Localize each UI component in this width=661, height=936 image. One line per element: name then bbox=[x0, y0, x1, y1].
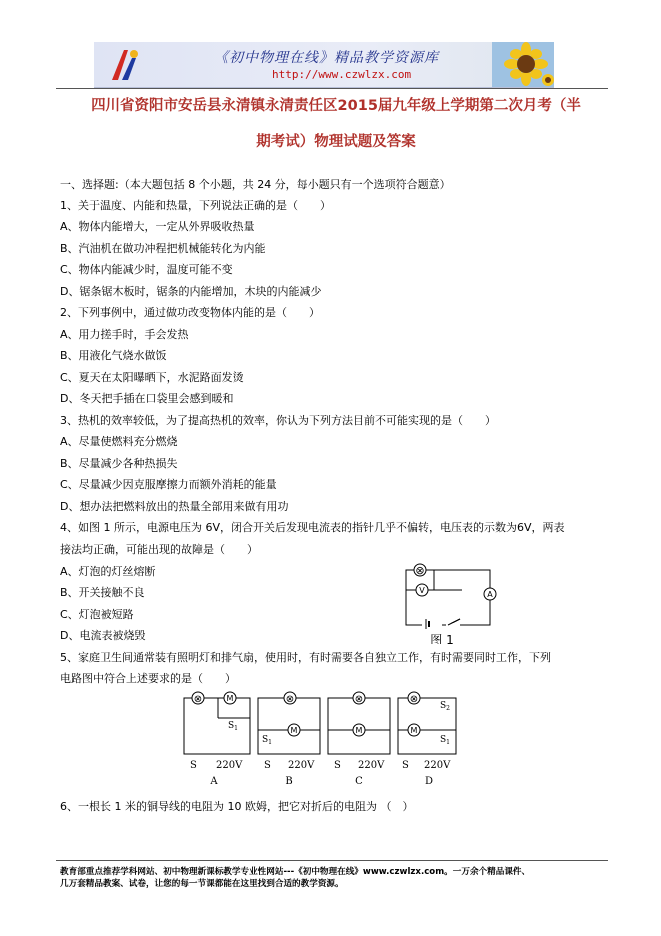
footer-rule bbox=[56, 860, 608, 861]
fig5a-voltage: 220V bbox=[216, 760, 243, 771]
fig5a-lamp-symbol: ⊗ bbox=[193, 694, 203, 705]
question-3: 3、热机的效率较低，为了提高热机的效率，你认为下列方法目前不可能实现的是（ ） bbox=[60, 414, 496, 427]
fig5c-motor-label: M bbox=[355, 726, 363, 735]
question-5-cont: 电路图中符合上述要求的是（ ） bbox=[60, 672, 236, 685]
question-2: 2、下列事例中，通过做功改变物体内能的是（ ） bbox=[60, 306, 320, 319]
q1-option-c: C、物体内能减少时，温度可能不变 bbox=[60, 263, 233, 276]
fig5d-s1: $S_1$ bbox=[440, 735, 450, 746]
q2-option-c: C、夏天在太阳曝晒下，水泥路面发烫 bbox=[60, 371, 244, 384]
q1-option-b: B、汽油机在做功冲程把机械能转化为内能 bbox=[60, 242, 266, 255]
fig5-label-a: A bbox=[210, 776, 218, 787]
page-title-line2: 期考试）物理试题及答案 bbox=[256, 134, 416, 150]
fig5c-lamp-symbol: ⊗ bbox=[354, 694, 364, 705]
question-1: 1、关于温度、内能和热量，下列说法正确的是（ ） bbox=[60, 199, 331, 212]
q4-option-b: B、开关接触不良 bbox=[60, 586, 145, 599]
fig5b-motor-label: M bbox=[290, 726, 298, 735]
footer-line1: 教育部重点推荐学科网站、初中物理新课标教学专业性网站---《初中物理在线》www.czwlzx.com。一万余个精品课件、 bbox=[60, 867, 531, 877]
question-5: 5、家庭卫生间通常装有照明灯和排气扇，使用时，有时需要各自独立工作，有时需要同时工作，下列 bbox=[60, 651, 551, 664]
fig1-gap bbox=[422, 622, 442, 628]
figure-1-circuit bbox=[402, 562, 498, 644]
question-4: 4、如图 1 所示，电源电压为 6V，闭合开关后发现电流表的指针几乎不偏转，电压表的示数为6V，两表 bbox=[60, 521, 565, 534]
q3-option-a: A、尽量使燃料充分燃烧 bbox=[60, 435, 178, 448]
header-rule bbox=[56, 88, 608, 89]
fig1-voltmeter-label: V bbox=[419, 586, 425, 595]
fig5d-supply-switch: S bbox=[402, 760, 409, 771]
fig5c-supply-switch: S bbox=[334, 760, 341, 771]
site-logo bbox=[104, 46, 144, 84]
fig5b-voltage: 220V bbox=[288, 760, 315, 771]
fig5b-s1: $S_1$ bbox=[262, 735, 272, 746]
q2-option-b: B、用液化气烧水做饭 bbox=[60, 349, 167, 362]
fig5-label-c: C bbox=[355, 776, 363, 787]
fig5d-motor-label: M bbox=[410, 726, 418, 735]
q4-option-c: C、灯泡被短路 bbox=[60, 608, 134, 621]
question-4-cont: 接法均正确，可能出现的故障是（ ） bbox=[60, 543, 258, 556]
fig5a-s1: $S_1$ bbox=[228, 721, 238, 732]
question-6: 6、一根长 1 米的铜导线的电阻为 10 欧姆，把它对折后的电阻为 （ ） bbox=[60, 800, 414, 813]
header-banner bbox=[94, 42, 554, 88]
fig5c-voltage: 220V bbox=[358, 760, 385, 771]
fig1-caption: 图 1 bbox=[430, 633, 454, 644]
q3-option-c: C、尽量减少因克服摩擦力而额外消耗的能量 bbox=[60, 478, 277, 491]
fig5-label-d: D bbox=[424, 776, 434, 787]
fig5d-lamp-symbol: ⊗ bbox=[409, 694, 419, 705]
fig5-label-b: B bbox=[285, 776, 293, 787]
q3-option-b: B、尽量减少各种热损失 bbox=[60, 457, 178, 470]
fig5b-lamp-symbol: ⊗ bbox=[285, 694, 295, 705]
figure-5-circuits bbox=[178, 688, 458, 788]
q1-option-a: A、物体内能增大，一定从外界吸收热量 bbox=[60, 220, 255, 233]
fig1-ammeter-label: A bbox=[487, 590, 493, 599]
q4-option-a: A、灯泡的灯丝熔断 bbox=[60, 565, 156, 578]
footer-line2: 几万套精品教案、试卷，让您的每一节课都能在这里找到合适的教学资源。 bbox=[60, 879, 344, 889]
fig1-lamp-symbol: ⊗ bbox=[415, 564, 425, 577]
page-title-line1: 四川省资阳市安岳县永清镇永清责任区2015届九年级上学期第二次月考（半 bbox=[91, 98, 581, 114]
fig5d-voltage: 220V bbox=[424, 760, 451, 771]
banner-title: 《初中物理在线》精品教学资源库 bbox=[214, 50, 439, 66]
q2-option-d: D、冬天把手插在口袋里会感到暖和 bbox=[60, 392, 234, 405]
q1-option-d: D、锯条锯木板时，锯条的内能增加，木块的内能减少 bbox=[60, 285, 322, 298]
q2-option-a: A、用力搓手时，手会发热 bbox=[60, 328, 189, 341]
sunflower-image bbox=[492, 42, 554, 87]
fig5d-s2: $S_2$ bbox=[440, 701, 450, 712]
q4-option-d: D、电流表被烧毁 bbox=[60, 629, 146, 642]
fig5b-supply-switch: S bbox=[264, 760, 271, 771]
fig5a-supply-switch: S bbox=[190, 760, 197, 771]
fig5a-motor-label: M bbox=[226, 694, 234, 703]
q3-option-d: D、想办法把燃料放出的热量全部用来做有用功 bbox=[60, 500, 289, 513]
section-heading: 一、选择题:（本大题包括 8 个小题，共 24 分，每小题只有一个选项符合题意） bbox=[60, 178, 451, 191]
banner-url[interactable]: http://www.czwlzx.com bbox=[272, 68, 412, 81]
